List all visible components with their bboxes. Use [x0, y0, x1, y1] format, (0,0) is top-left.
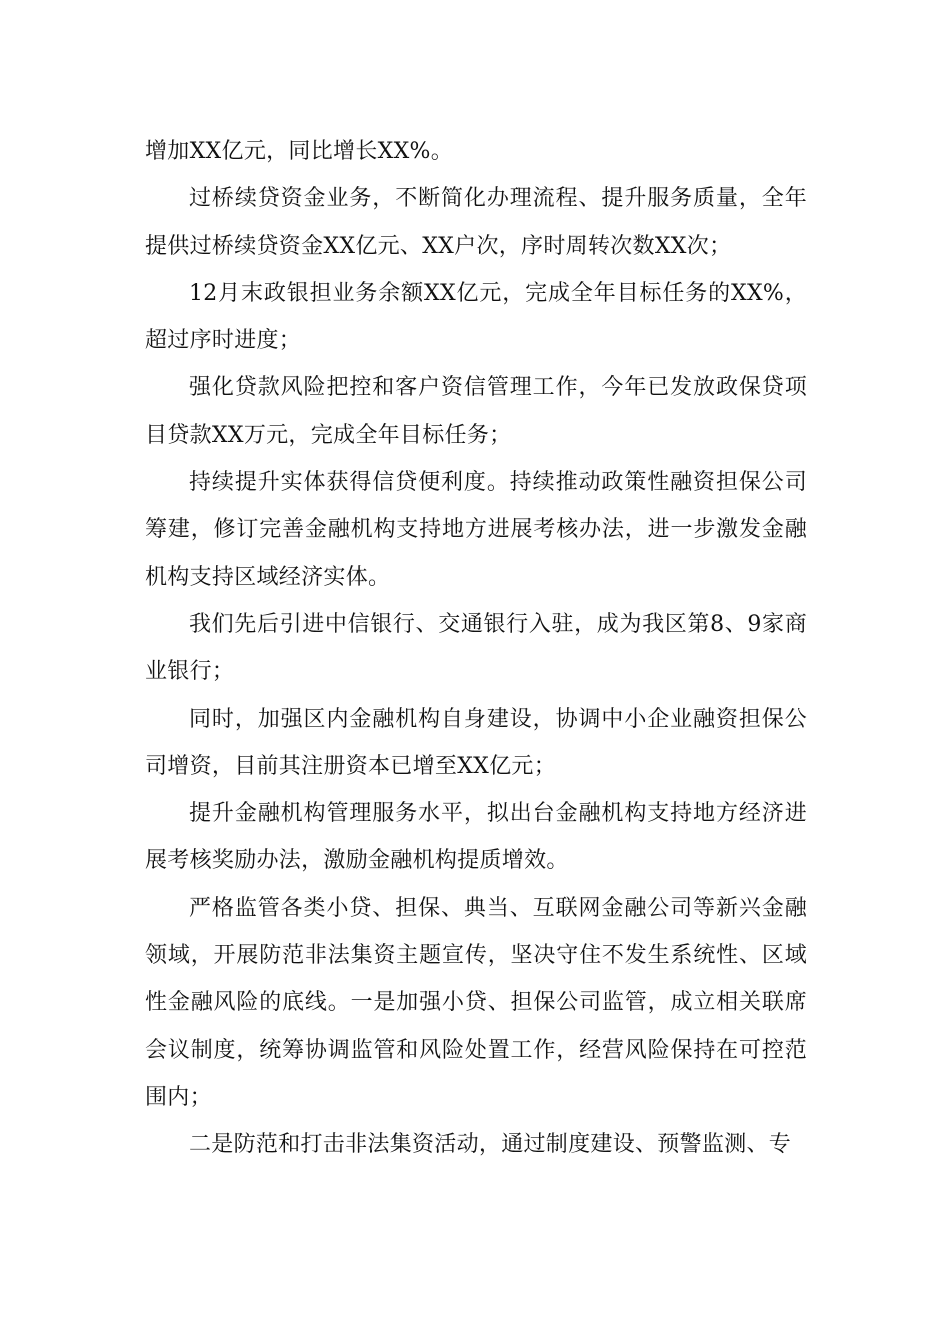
paragraph: 我们先后引进中信银行、交通银行入驻，成为我区第8、9家商业银行； [145, 611, 807, 685]
paragraph: 提升金融机构管理服务水平，拟出台金融机构支持地方经济进展考核奖励办法，激励金融机构提质增效。 [145, 801, 807, 874]
paragraph: 12月末政银担业务余额XX亿元，完成全年目标任务的XX%，超过序时进度； [145, 280, 807, 354]
paragraph: 强化贷款风险把控和客户资信管理工作，今年已发放政保贷项目贷款XX万元，完成全年目标任务； [145, 375, 807, 448]
paragraph: 二是防范和打击非法集资活动，通过制度建设、预警监测、专 [189, 1132, 792, 1158]
paragraph: 增加XX亿元，同比增长XX%。 [145, 139, 454, 164]
paragraph: 过桥续贷资金业务，不断简化办理流程、提升服务质量，全年提供过桥续贷资金XX亿元、XX户次，序时周转次数XX次； [145, 186, 807, 259]
paragraph: 严格监管各类小贷、担保、典当、互联网金融公司等新兴金融领域，开展防范非法集资主题宣传，坚决守住不发生系统性、区域性金融风险的底线。一是加强小贷、担保公司监管，成立相关联席会议制度，统筹协调监管和风险处置工作，经营风险保持在可控范围内； [145, 895, 807, 1110]
paragraph: 同时，加强区内金融机构自身建设，协调中小企业融资担保公司增资，目前其注册资本已增至XX亿元； [145, 706, 807, 779]
document-body [145, 128, 807, 1169]
paragraph: 持续提升实体获得信贷便利度。持续推动政策性融资担保公司筹建，修订完善金融机构支持地方进展考核办法，进一步激发金融机构支持区域经济实体。 [145, 470, 807, 590]
